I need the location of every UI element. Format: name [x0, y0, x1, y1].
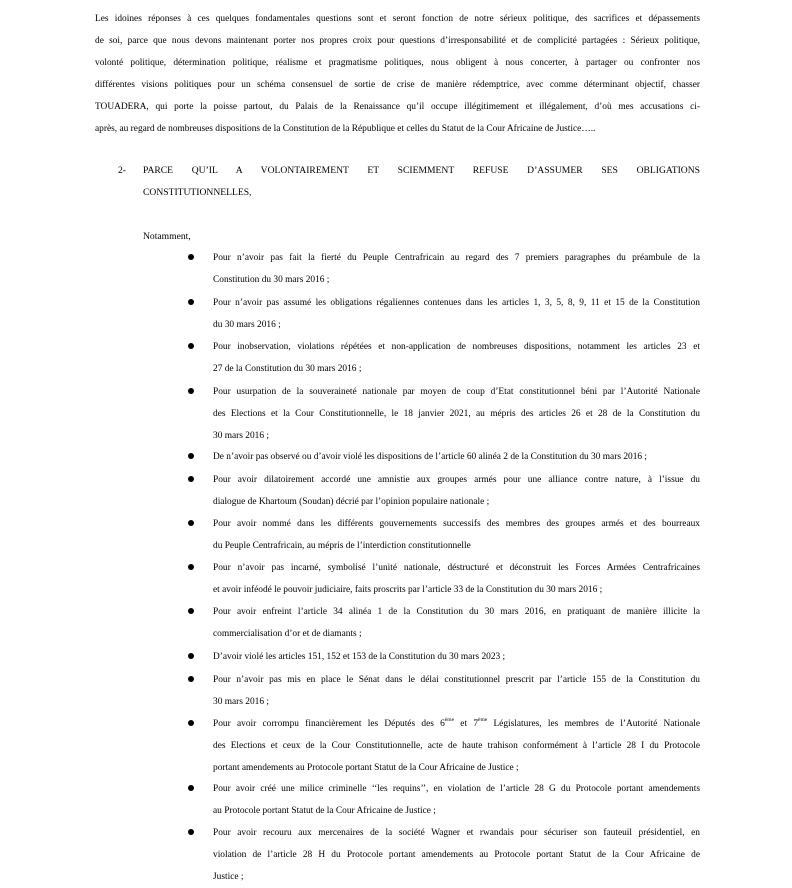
section-title	[143, 160, 700, 204]
bullet-icon	[188, 653, 194, 659]
intro-line: Les idoines réponses à ces quelques fondamentales questions sont et seront fonction de notre sérieux politique, des sacrifices et dépassements	[95, 14, 700, 24]
list-item-line: Pour n’avoir pas fait la fierté du Peuple Centrafricain au regard des 7 premiers paragraphes du préambule de la	[213, 253, 700, 263]
list-item-line: violation de l’article 28 H du Protocole portant amendements au Protocole portant Statut de la Cour Africaine de	[213, 850, 700, 860]
list-item-line: Justice ;	[213, 872, 244, 882]
bullet-icon	[188, 453, 194, 459]
list-item-line: du 30 mars 2016 ;	[213, 320, 281, 330]
list-item-line: Pour n’avoir pas incarné, symbolisé l’unité nationale, déstructuré et déconstruit les Forces Armées Centrafricaines	[213, 563, 700, 573]
list-item-line: et avoir inféodé le pouvoir judiciaire, faits proscrits par l’article 33 de la Constitution du 30 mars 2016 ;	[213, 585, 603, 595]
section-title-line: PARCE QU’IL A VOLONTAIREMENT ET SCIEMMENT REFUSE D’ASSUMER SES OBLIGATIONS	[143, 165, 700, 176]
list-item-text	[213, 557, 700, 601]
list-item-line: des Elections et la Cour Constitutionnelle, le 18 janvier 2021, au mépris des articles 26 et 28 de la Constitution du	[213, 409, 700, 419]
bullet-icon	[188, 343, 194, 349]
section-number: 2-	[118, 165, 126, 176]
list-item-line: Constitution du 30 mars 2016 ;	[213, 275, 330, 285]
list-item-line: Pour avoir dilatoirement accordé une amnistie aux groupes armés pour une alliance contre nature, à l’issue du	[213, 475, 700, 485]
list-item-line: Pour avoir nommé dans les différents gouvernements successifs des membres des groupes armés et des bourreaux	[213, 519, 700, 529]
bullet-icon	[188, 476, 194, 482]
list-item-line: D’avoir violé les articles 151, 152 et 153 de la Constitution du 30 mars 2023 ;	[213, 652, 506, 662]
list-item-text	[213, 446, 700, 468]
intro-line: après, au regard de nombreuses dispositions de la Constitution de la République et celles du Statut de la Cour Africaine de Justice…..	[95, 124, 596, 134]
intro-line: de soi, parce que nous devons maintenant porter nos propres croix pour questions d’irresponsabilité et de complicité partagées : Sérieux politique,	[95, 36, 700, 46]
list-item-text	[213, 247, 700, 291]
list-item-text	[213, 778, 700, 822]
list-item-line: Pour avoir créé une milice criminelle ‘‘les requins’’, en violation de l’article 28 G du Protocole portant amendements	[213, 784, 700, 794]
list-item-line: dialogue de Khartoum (Soudan) décrié par l’opinion populaire nationale ;	[213, 497, 490, 507]
list-item-line: des Elections et ceux de la Cour Constitutionnelle, acte de haute trahison conformément à l’article 28 I du Protocole	[213, 741, 700, 751]
list-item-line: au Protocole portant Statut de la Cour Africaine de Justice ;	[213, 806, 436, 816]
bullet-icon	[188, 564, 194, 570]
bullet-icon	[188, 299, 194, 305]
list-item-text	[213, 646, 700, 668]
bullet-icon	[188, 676, 194, 682]
list-item-line: Pour usurpation de la souveraineté nationale par moyen de coup d’Etat constitutionnel béni par l’Autorité Nationale	[213, 387, 700, 397]
list-item-text	[213, 822, 700, 888]
list-item-text	[213, 713, 700, 779]
list-item-text	[213, 601, 700, 645]
list-item-line: Pour inobservation, violations répétées et non-application de nombreuses dispositions, notamment les articles 23 et	[213, 342, 700, 352]
bullet-icon	[188, 254, 194, 260]
list-item-line: 30 mars 2016 ;	[213, 697, 269, 707]
list-item-line	[213, 713, 700, 735]
text-segment: et 7	[454, 719, 479, 729]
list-item-line: Pour avoir recouru aux mercenaires de la société Wagner et rwandais pour sécuriser son fauteuil présidentiel, en	[213, 828, 700, 838]
list-item-text	[213, 336, 700, 380]
list-item-line: De n’avoir pas observé ou d’avoir violé les dispositions de l’article 60 alinéa 2 de la Constitution du 30 mars 2016 ;	[213, 452, 648, 462]
ordinal-superscript: ème	[478, 717, 488, 723]
list-item-line: Pour n’avoir pas assumé les obligations régaliennes contenues dans les articles 1, 3, 5, 8, 9, 11 et 15 de la Constitution	[213, 298, 700, 308]
list-item-text	[213, 469, 700, 513]
intro-line: volonté politique, détermination politique, réalisme et pragmatisme politiques, nous obligent à nous concerter, à partager ou confronter nos	[95, 58, 700, 68]
intro-line: différentes visions politiques pour un schéma consensuel de sortie de crise de manière rédemptrice, avec comme déterminant objectif, chasser	[95, 80, 700, 90]
notamment-label: Notamment,	[143, 231, 191, 242]
list-item-line: commercialisation d’or et de diamants ;	[213, 629, 362, 639]
bullet-icon	[188, 388, 194, 394]
list-item-line: Pour n’avoir pas mis en place le Sénat dans le délai constitutionnel prescrit par l’article 155 de la Constitution du	[213, 675, 700, 685]
intro-paragraph	[95, 8, 700, 140]
list-item-text	[213, 381, 700, 447]
list-item-text	[213, 292, 700, 336]
list-item-line: portant amendements au Protocole portant Statut de la Cour Africaine de Justice ;	[213, 763, 519, 773]
bullet-icon	[188, 785, 194, 791]
list-item-line: 30 mars 2016 ;	[213, 431, 269, 441]
list-item-text	[213, 669, 700, 713]
text-segment: Pour avoir corrompu financièrement les Députés des 6	[213, 719, 445, 729]
section-title-line: CONSTITUTIONNELLES,	[143, 187, 252, 198]
bullet-icon	[188, 829, 194, 835]
bullet-icon	[188, 720, 194, 726]
text-segment: Législatures, les membres de l’Autorité Nationale	[487, 719, 700, 729]
intro-line: TOUADERA, qui porte la poisse partout, du Palais de la Renaissance qu’il occupe illégitimement et illégalement, d’où mes accusations ci-	[95, 102, 700, 112]
list-item-text	[213, 513, 700, 557]
list-item-line: du Peuple Centrafricain, au mépris de l’interdiction constitutionnelle	[213, 541, 471, 551]
bullet-icon	[188, 608, 194, 614]
list-item-line: 27 de la Constitution du 30 mars 2016 ;	[213, 364, 362, 374]
list-item-line: Pour avoir enfreint l’article 34 alinéa 1 de la Constitution du 30 mars 2016, en pratiquant de manière illicite la	[213, 607, 700, 617]
ordinal-superscript: ème	[444, 717, 455, 723]
bullet-icon	[188, 520, 194, 526]
